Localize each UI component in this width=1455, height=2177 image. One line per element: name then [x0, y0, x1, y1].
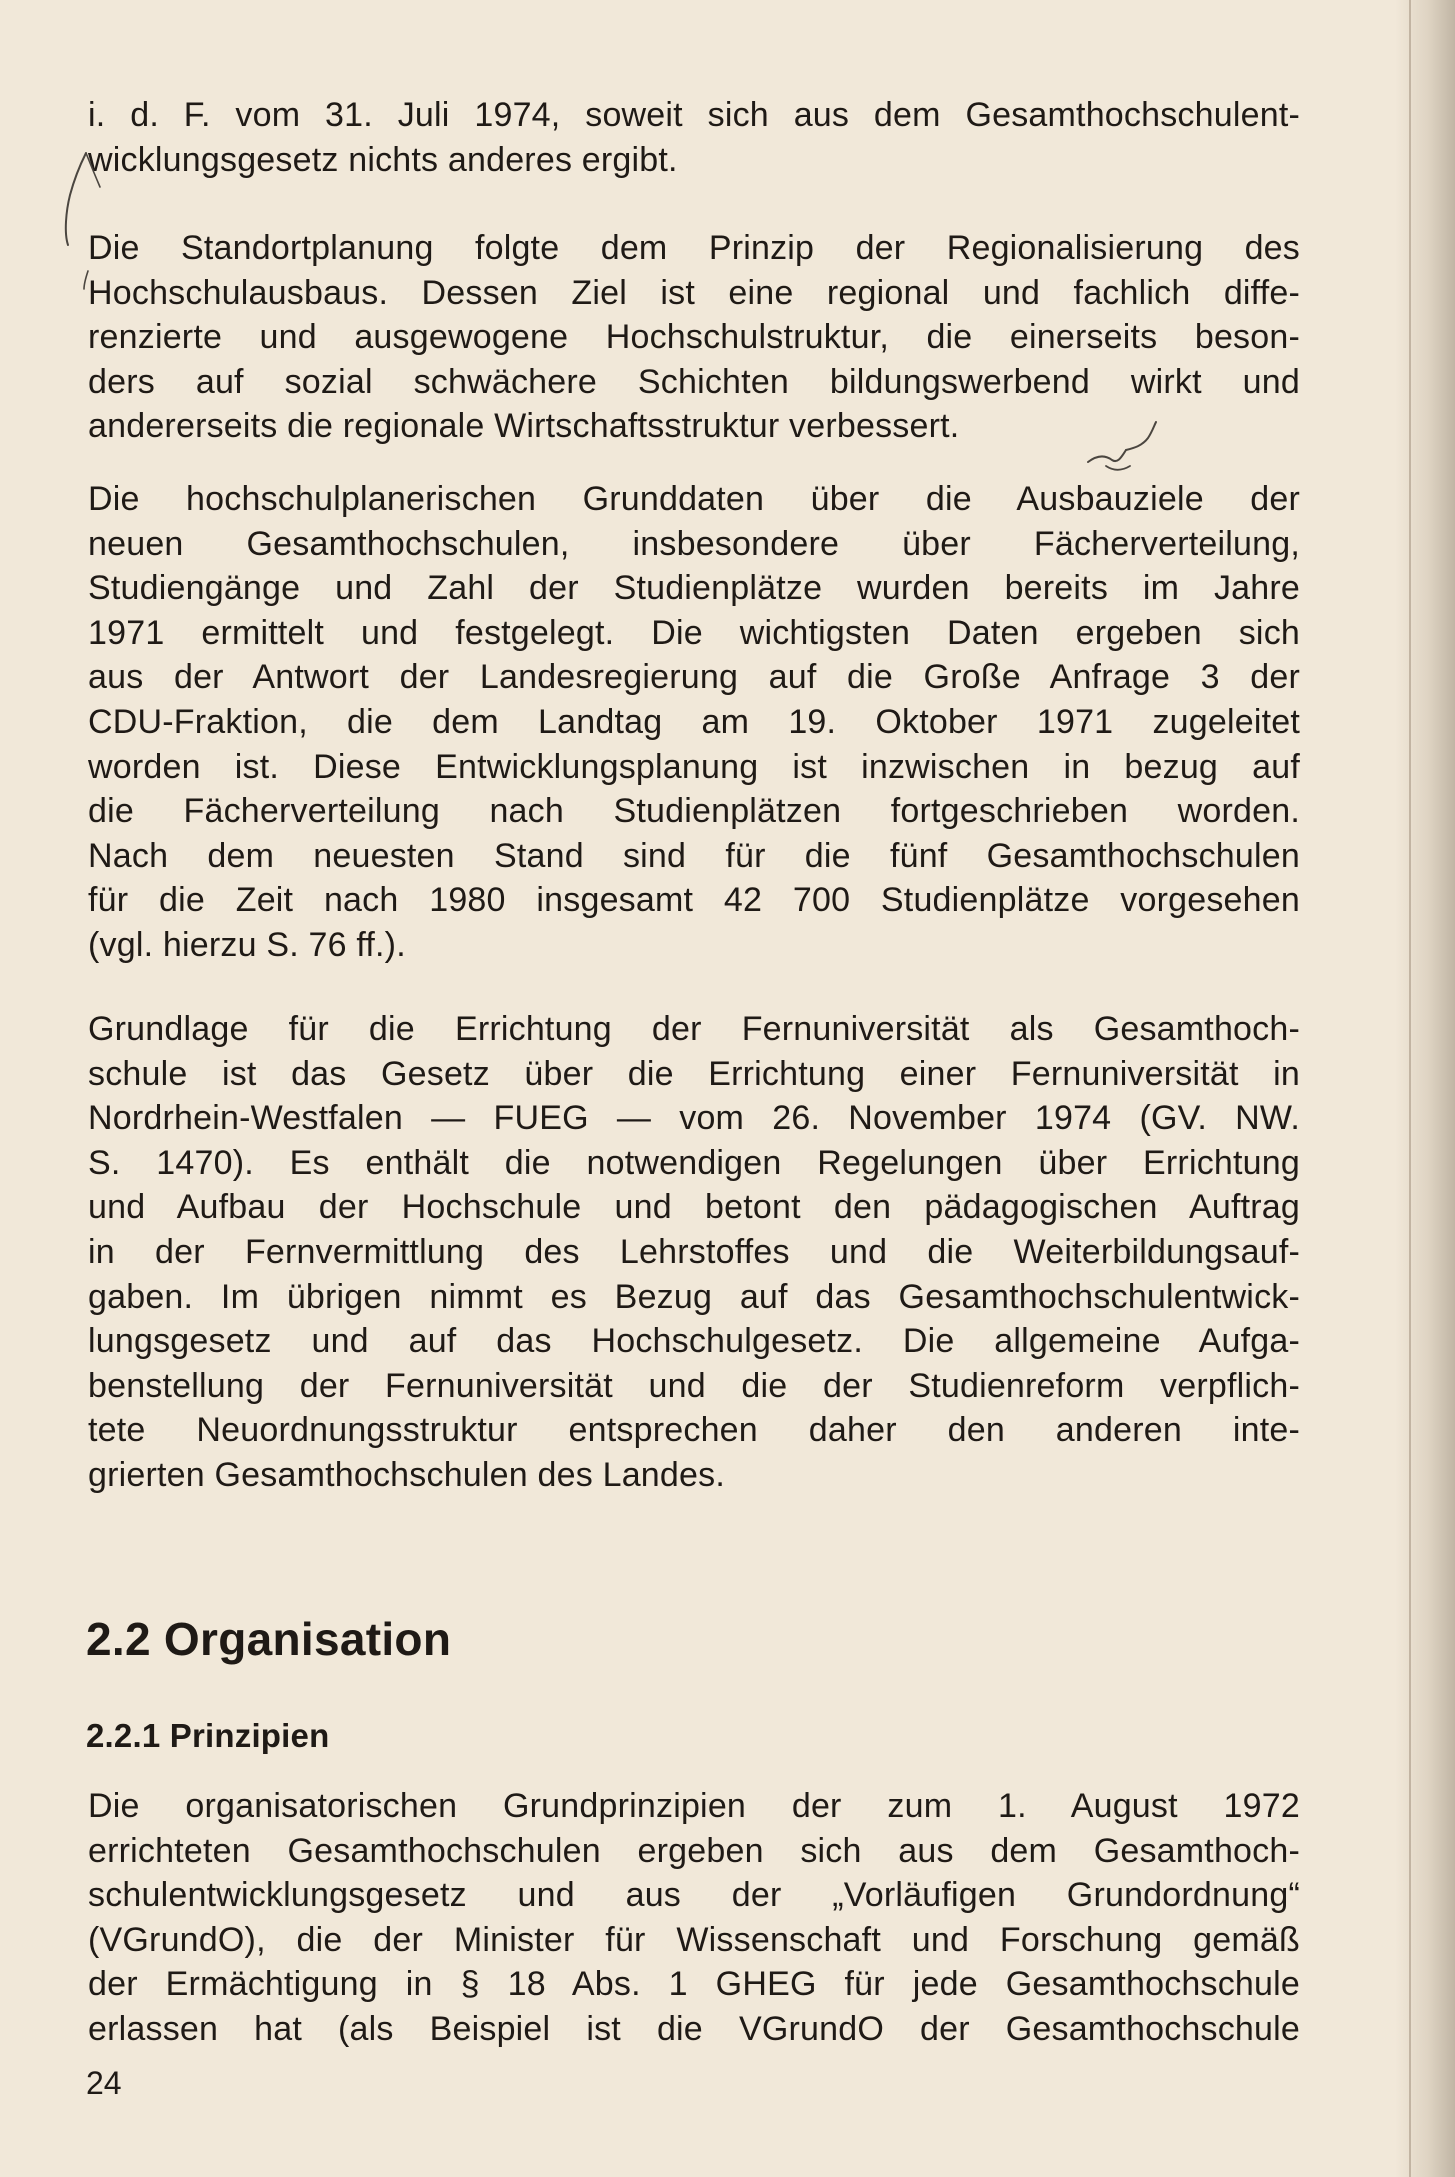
text-line: Die Standortplanung folgte dem Prinzip der Regionalisierung des: [88, 229, 1300, 267]
text-line: i. d. F. vom 31. Juli 1974, soweit sich aus dem Gesamthochschulent-: [88, 96, 1300, 134]
text-line: Die hochschulplanerischen Grunddaten über die Ausbauziele der: [88, 480, 1300, 518]
text-line: schule ist das Gesetz über die Errichtung einer Fernuniversität in: [88, 1054, 1300, 1093]
text-line: (VGrundO), die der Minister für Wissenschaft und Forschung gemäß: [88, 1920, 1300, 1959]
subsection-heading: 2.2.1 Prinzipien: [86, 1717, 330, 1754]
text-line: schulentwicklungsgesetz und aus der „Vorläufigen Grundordnung“: [88, 1876, 1300, 1915]
text-line: wicklungsgesetz nichts anderes ergibt.: [88, 140, 678, 179]
page-binding-shadow: [1395, 0, 1455, 2177]
text-line: Hochschulausbaus. Dessen Ziel ist eine regional und fachlich diffe-: [88, 273, 1300, 312]
text-line: neuen Gesamthochschulen, insbesondere über Fächerverteilung,: [88, 524, 1300, 563]
text-line: und Aufbau der Hochschule und betont den pädagogischen Auftrag: [88, 1188, 1300, 1227]
text-line: worden ist. Diese Entwicklungsplanung ist inzwischen in bezug auf: [88, 747, 1300, 786]
text-line: Nordrhein-Westfalen — FUEG — vom 26. November 1974 (GV. NW.: [88, 1099, 1300, 1138]
paragraph-1: [88, 93, 1300, 182]
text-line: 1971 ermittelt und festgelegt. Die wichtigsten Daten ergeben sich: [88, 613, 1300, 652]
text-line: Nach dem neuesten Stand sind für die fünf Gesamthochschulen: [88, 836, 1300, 875]
text-line: grierten Gesamthochschulen des Landes.: [88, 1455, 725, 1494]
text-line: die Fächerverteilung nach Studienplätzen fortgeschrieben worden.: [88, 792, 1300, 831]
paragraph-3: [88, 477, 1300, 968]
text-line: lungsgesetz und auf das Hochschulgesetz. Die allgemeine Aufga-: [88, 1322, 1300, 1361]
text-line: für die Zeit nach 1980 insgesamt 42 700 Studienplätze vorgesehen: [88, 881, 1300, 920]
text-line: tete Neuordnungsstruktur entsprechen daher den anderen inte-: [88, 1411, 1300, 1450]
section-heading: 2.2 Organisation: [86, 1613, 452, 1665]
page-number: 24: [86, 2065, 122, 2101]
paragraph-2: [88, 226, 1300, 449]
text-line: errichteten Gesamthochschulen ergeben sich aus dem Gesamthoch-: [88, 1831, 1300, 1870]
text-line: gaben. Im übrigen nimmt es Bezug auf das Gesamthochschulentwick-: [88, 1277, 1300, 1316]
paragraph-5: [88, 1784, 1300, 2052]
text-line: ders auf sozial schwächere Schichten bildungswerbend wirkt und: [88, 362, 1300, 401]
text-line: Studiengänge und Zahl der Studienplätze wurden bereits im Jahre: [88, 569, 1300, 608]
text-line: in der Fernvermittlung des Lehrstoffes und die Weiterbildungsauf-: [88, 1232, 1300, 1271]
text-line: renzierte und ausgewogene Hochschulstruktur, die einerseits beson-: [88, 318, 1300, 357]
text-line: (vgl. hierzu S. 76 ff.).: [88, 925, 406, 964]
text-line: Grundlage für die Errichtung der Fernuniversität als Gesamthoch-: [88, 1010, 1300, 1048]
text-line: Die organisatorischen Grundprinzipien der zum 1. August 1972: [88, 1787, 1300, 1825]
text-line: andererseits die regionale Wirtschaftsstruktur verbessert.: [88, 407, 960, 446]
text-line: CDU-Fraktion, die dem Landtag am 19. Oktober 1971 zugeleitet: [88, 702, 1300, 741]
text-line: aus der Antwort der Landesregierung auf die Große Anfrage 3 der: [88, 658, 1300, 697]
paragraph-4: [88, 1007, 1300, 1498]
text-line: der Ermächtigung in § 18 Abs. 1 GHEG für jede Gesamthochschule: [88, 1965, 1300, 2004]
text-line: benstellung der Fernuniversität und die der Studienreform verpflich-: [88, 1366, 1300, 1405]
text-line: S. 1470). Es enthält die notwendigen Regelungen über Errichtung: [88, 1143, 1300, 1182]
text-line: erlassen hat (als Beispiel ist die VGrundO der Gesamthochschule: [88, 2009, 1300, 2048]
